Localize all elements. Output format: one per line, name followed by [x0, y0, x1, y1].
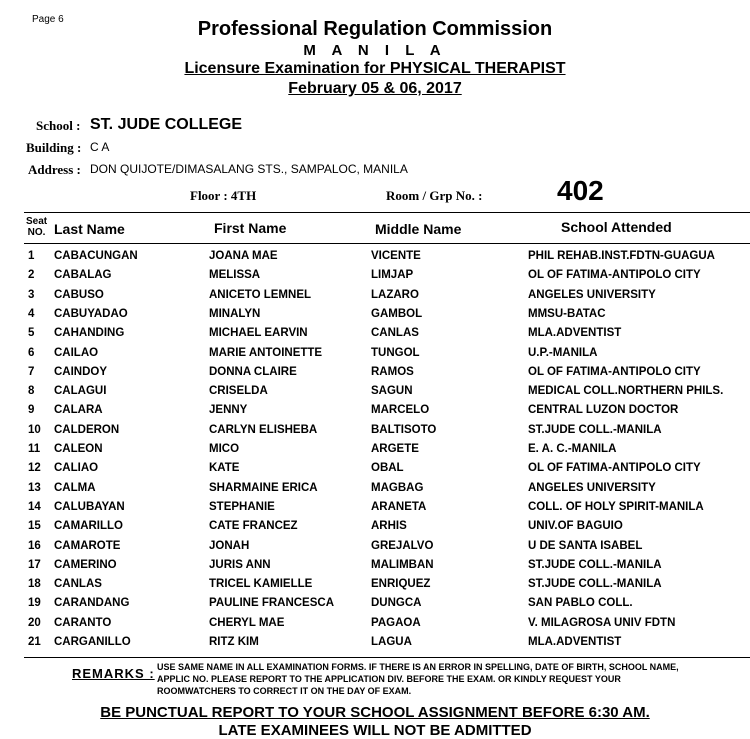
table-bottom-rule: [24, 657, 750, 658]
seat-no: 13: [28, 481, 41, 494]
middle-name: ARGETE: [371, 443, 419, 455]
middle-name: RAMOS: [371, 365, 414, 378]
middle-name: MALIMBAN: [371, 558, 434, 571]
school-attended: OL OF FATIMA-ANTIPOLO CITY: [528, 365, 701, 378]
seat-no: 11: [28, 443, 41, 455]
middle-name: LIMJAP: [371, 269, 414, 282]
seat-header-line1: Seat: [26, 216, 48, 227]
table-row: [0, 424, 750, 443]
first-name: MELISSA: [209, 269, 261, 282]
middle-name: VICENTE: [371, 250, 421, 262]
table-row: [0, 462, 750, 481]
seat-no: 1: [28, 250, 35, 262]
school-attended: ST.JUDE COLL.-MANILA: [528, 423, 662, 436]
room-number: 402: [557, 175, 604, 206]
school-attended: MEDICAL COLL.NORTHERN PHILS.: [528, 385, 724, 398]
table-row: [0, 327, 750, 346]
school-attended: E. A. C.-MANILA: [528, 443, 617, 455]
table-row: [0, 385, 750, 404]
last-name: CABUYADAO: [54, 307, 128, 320]
table-row: [0, 443, 750, 462]
last-name: CAMERINO: [54, 558, 117, 571]
table-row: [0, 597, 750, 616]
middle-name: PAGAOA: [371, 616, 421, 629]
table-row: [0, 520, 750, 539]
middle-name: LAGUA: [371, 636, 412, 648]
late-examinees-notice: LATE EXAMINEES WILL NOT BE ADMITTED: [218, 722, 532, 739]
middle-name: ARHIS: [371, 520, 407, 533]
middle-name-header: Middle Name: [375, 221, 462, 237]
middle-name: DUNGCA: [371, 597, 422, 610]
first-name: RITZ KIM: [209, 636, 259, 648]
school-attended: V. MILAGROSA UNIV FDTN: [528, 616, 676, 629]
last-name: CABUSO: [54, 288, 104, 301]
seat-no: 5: [28, 327, 35, 340]
last-name: CALDERON: [54, 423, 120, 436]
first-name: CRISELDA: [209, 385, 268, 398]
middle-name: ARANETA: [371, 500, 427, 513]
seat-no: 17: [28, 558, 41, 571]
first-name: JONAH: [209, 539, 250, 552]
seat-no: 15: [28, 520, 41, 533]
seat-no: 3: [28, 288, 35, 301]
school-label: School :: [36, 118, 81, 133]
last-name: CAILAO: [54, 346, 99, 359]
room-label: Room / Grp No. :: [386, 188, 483, 203]
table-row: [0, 404, 750, 423]
table-row: [0, 617, 750, 636]
first-name: MICO: [209, 443, 240, 455]
school-attended: ANGELES UNIVERSITY: [528, 288, 656, 301]
first-name: TRICEL KAMIELLE: [209, 578, 313, 591]
school-attended: SAN PABLO COLL.: [528, 597, 633, 610]
last-name: CAHANDING: [54, 327, 125, 340]
middle-name: MAGBAG: [371, 481, 424, 494]
last-name: CAMARILLO: [54, 520, 123, 533]
school-attended: ANGELES UNIVERSITY: [528, 481, 656, 494]
city-title: M A N I L A: [303, 42, 447, 59]
middle-name: BALTISOTO: [371, 423, 437, 436]
middle-name: SAGUN: [371, 385, 413, 398]
first-name: KATE: [209, 462, 240, 475]
table-row: [0, 347, 750, 366]
last-name: CABALAG: [54, 269, 112, 282]
first-name: MARIE ANTOINETTE: [209, 346, 323, 359]
seat-no: 4: [28, 307, 35, 320]
seat-no: 14: [28, 500, 41, 513]
last-name: CAMAROTE: [54, 539, 121, 552]
school-attended: PHIL REHAB.INST.FDTN-GUAGUA: [528, 250, 715, 262]
building-label: Building :: [26, 140, 82, 155]
last-name: CARGANILLO: [54, 636, 131, 648]
school-value: ST. JUDE COLLEGE: [90, 116, 243, 133]
exam-date: February 05 & 06, 2017: [288, 80, 462, 97]
last-name: CALAGUI: [54, 385, 107, 398]
seat-header-line2: NO.: [27, 227, 46, 238]
first-name-header: First Name: [214, 220, 287, 236]
school-attended: UNIV.OF BAGUIO: [528, 520, 623, 533]
commission-title: Professional Regulation Commission: [197, 18, 553, 40]
exam-title: Licensure Examination for PHYSICAL THERAPIST: [184, 60, 566, 77]
table-row: [0, 540, 750, 559]
table-row: [0, 269, 750, 288]
school-attended: U.P.-MANILA: [528, 346, 598, 359]
middle-name: CANLAS: [371, 327, 419, 340]
first-name: SHARMAINE ERICA: [209, 481, 318, 494]
school-attended: COLL. OF HOLY SPIRIT-MANILA: [528, 500, 704, 513]
address-value: DON QUIJOTE/DIMASALANG STS., SAMPALOC, MANILA: [90, 162, 408, 176]
seat-no: 2: [28, 269, 35, 282]
punctuality-notice: BE PUNCTUAL REPORT TO YOUR SCHOOL ASSIGNMENT BEFORE 6:30 AM.: [100, 704, 650, 721]
first-name: CATE FRANCEZ: [209, 520, 298, 533]
table-row: [0, 308, 750, 327]
middle-name: GAMBOL: [371, 307, 423, 320]
last-name: CAINDOY: [54, 365, 108, 378]
middle-name: GREJALVO: [371, 539, 434, 552]
header-bottom-rule: [24, 243, 750, 244]
first-name: ANICETO LEMNEL: [209, 288, 312, 301]
last-name: CALARA: [54, 404, 103, 417]
seat-no: 16: [28, 539, 41, 552]
table-row: [0, 559, 750, 578]
school-attended: OL OF FATIMA-ANTIPOLO CITY: [528, 462, 701, 475]
first-name: CHERYL MAE: [209, 616, 285, 629]
seat-no: 20: [28, 616, 41, 629]
seat-no: 21: [28, 636, 41, 648]
school-attended: MLA.ADVENTIST: [528, 327, 622, 340]
last-name: CANLAS: [54, 578, 102, 591]
seat-no: 7: [28, 365, 35, 378]
table-row: [0, 250, 750, 269]
school-attended: U DE SANTA ISABEL: [528, 539, 643, 552]
floor-label: Floor : 4TH: [190, 188, 257, 203]
last-name: CALIAO: [54, 462, 99, 475]
table-row: [0, 289, 750, 308]
seat-no-header: [26, 216, 47, 238]
remarks-label: REMARKS :: [72, 666, 155, 681]
table-row: [0, 578, 750, 597]
last-name: CARANTO: [54, 616, 112, 629]
first-name: JENNY: [209, 404, 248, 417]
middle-name: ENRIQUEZ: [371, 578, 431, 591]
middle-name: OBAL: [371, 462, 404, 475]
last-name: CALUBAYAN: [54, 500, 125, 513]
table-row: [0, 501, 750, 520]
first-name: STEPHANIE: [209, 500, 275, 513]
first-name: CARLYN ELISHEBA: [209, 423, 318, 436]
seat-no: 8: [28, 385, 35, 398]
page-number: Page 6: [32, 14, 64, 25]
school-attended: ST.JUDE COLL.-MANILA: [528, 578, 662, 591]
building-value: C A: [90, 140, 110, 154]
first-name: PAULINE FRANCESCA: [209, 597, 335, 610]
last-name: CALEON: [54, 443, 103, 455]
middle-name: MARCELO: [371, 404, 430, 417]
seat-no: 9: [28, 404, 35, 417]
seat-no: 10: [28, 423, 41, 436]
first-name: JOANA MAE: [209, 250, 278, 262]
school-attended: CENTRAL LUZON DOCTOR: [528, 404, 679, 417]
table-row: [0, 636, 750, 655]
seat-no: 19: [28, 597, 41, 610]
school-attended-header: School Attended: [561, 219, 672, 235]
table-row: [0, 482, 750, 501]
remarks-text: USE SAME NAME IN ALL EXAMINATION FORMS. IF THERE IS AN ERROR IN SPELLING, DATE OF BIRTH, SCHOOL NAME, APPLIC NO. PLEASE REPORT TO THE APPLICATION DIV. BEFORE THE EXAM. OR KINDLY REQUEST YOUR ROOMWATCHERS TO CORRECT IT ON THE DAY OF EXAM.: [157, 662, 679, 696]
school-attended: MLA.ADVENTIST: [528, 636, 622, 648]
first-name: DONNA CLAIRE: [209, 365, 297, 378]
last-name-header: Last Name: [54, 221, 125, 237]
first-name: JURIS ANN: [209, 558, 271, 571]
last-name: CABACUNGAN: [54, 250, 138, 262]
school-attended: MMSU-BATAC: [528, 307, 606, 320]
last-name: CALMA: [54, 481, 96, 494]
school-attended: ST.JUDE COLL.-MANILA: [528, 558, 662, 571]
seat-no: 18: [28, 578, 41, 591]
middle-name: LAZARO: [371, 288, 419, 301]
last-name: CARANDANG: [54, 597, 130, 610]
seat-no: 6: [28, 346, 35, 359]
middle-name: TUNGOL: [371, 346, 420, 359]
first-name: MICHAEL EARVIN: [209, 327, 308, 340]
first-name: MINALYN: [209, 307, 261, 320]
address-label: Address :: [28, 162, 81, 177]
header-top-rule: [24, 212, 750, 213]
school-attended: OL OF FATIMA-ANTIPOLO CITY: [528, 269, 701, 282]
seat-no: 12: [28, 462, 41, 475]
table-row: [0, 366, 750, 385]
